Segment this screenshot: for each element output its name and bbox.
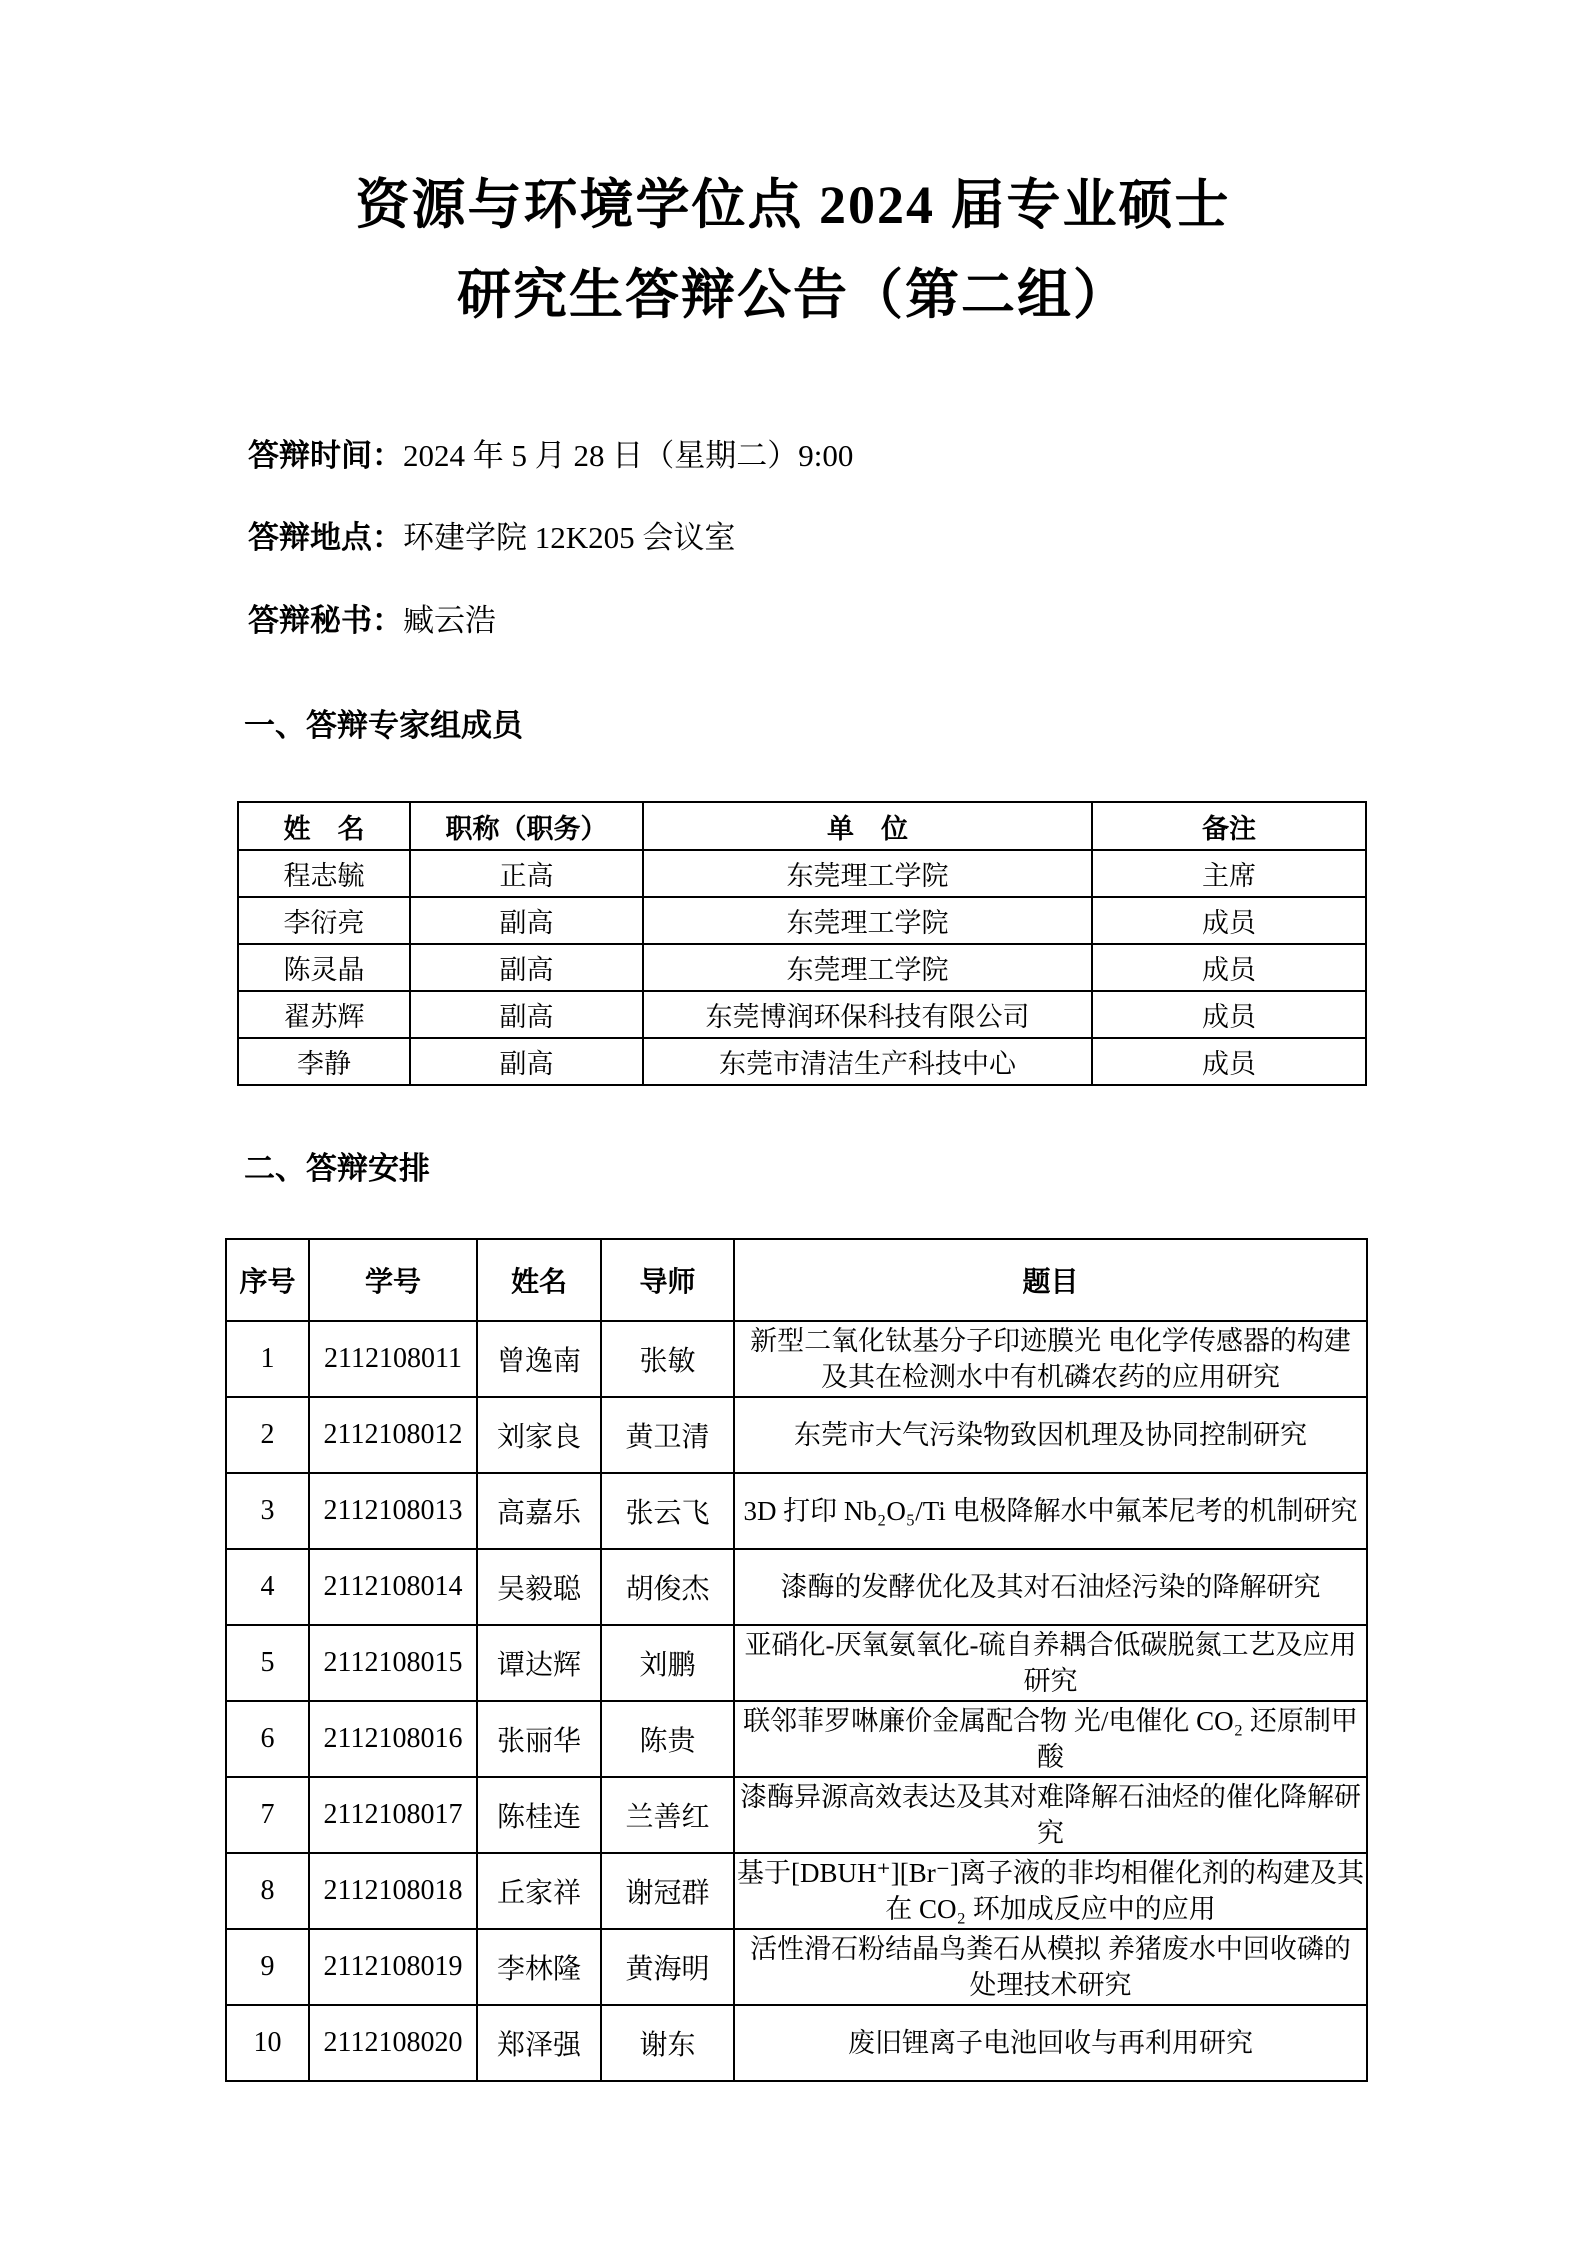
page-title-line-2: 研究生答辩公告（第二组） [457, 265, 1129, 325]
schedule-topic: 废旧锂离子电池回收与再利用研究 [734, 2005, 1367, 2081]
schedule-supervisor: 黄海明 [601, 1929, 734, 2005]
schedule-topic: 东莞市大气污染物致因机理及协同控制研究 [734, 1397, 1367, 1473]
expert-name: 陈灵晶 [238, 944, 410, 991]
expert-note: 成员 [1092, 991, 1366, 1038]
defense-location-label: 答辩地点： [248, 520, 403, 555]
defense-secretary-value: 臧云浩 [403, 603, 496, 638]
schedule-index: 10 [226, 2005, 309, 2081]
schedule-supervisor: 胡俊杰 [601, 1549, 734, 1625]
schedule-topic: 新型二氧化钛基分子印迹膜光 电化学传感器的构建及其在检测水中有机磷农药的应用研究 [734, 1321, 1367, 1397]
expert-title: 副高 [410, 944, 643, 991]
schedule-supervisor: 黄卫清 [601, 1397, 734, 1473]
expert-row [238, 991, 1366, 1038]
experts-col-note: 备注 [1092, 802, 1366, 850]
schedule-topic: 联邻菲罗啉廉价金属配合物 光/电催化 CO₂ 还原制甲酸 [734, 1701, 1367, 1777]
schedule-topic: 3D 打印 Nb₂O₅/Ti 电极降解水中氟苯尼考的机制研究 [734, 1473, 1367, 1549]
schedule-index: 7 [226, 1777, 309, 1853]
defense-time-label: 答辩时间： [248, 438, 403, 473]
schedule-row [226, 1625, 1367, 1701]
schedule-row [226, 1321, 1367, 1397]
expert-unit: 东莞市清洁生产科技中心 [643, 1038, 1092, 1085]
expert-note: 主席 [1092, 850, 1366, 897]
page-title [0, 160, 1586, 340]
schedule-index: 8 [226, 1853, 309, 1929]
schedule-student-name: 刘家良 [477, 1397, 601, 1473]
schedule-topic: 漆酶的发酵优化及其对石油烃污染的降解研究 [734, 1549, 1367, 1625]
expert-title: 正高 [410, 850, 643, 897]
schedule-student-name: 曾逸南 [477, 1321, 601, 1397]
defense-time-value: 2024 年 5 月 28 日（星期二）9:00 [403, 438, 854, 473]
schedule-index: 1 [226, 1321, 309, 1397]
expert-name: 李衍亮 [238, 897, 410, 944]
schedule-student-name: 高嘉乐 [477, 1473, 601, 1549]
schedule-student-id: 2112108011 [309, 1321, 477, 1397]
schedule-row [226, 1473, 1367, 1549]
schedule-index: 4 [226, 1549, 309, 1625]
expert-row [238, 1038, 1366, 1085]
schedule-supervisor: 张敏 [601, 1321, 734, 1397]
section-heading-schedule: 二、答辩安排 [244, 1151, 430, 1186]
schedule-student-id: 2112108014 [309, 1549, 477, 1625]
experts-header-row [238, 802, 1366, 850]
expert-unit: 东莞博润环保科技有限公司 [643, 991, 1092, 1038]
schedule-row [226, 1397, 1367, 1473]
schedule-index: 2 [226, 1397, 309, 1473]
schedule-student-name: 张丽华 [477, 1701, 601, 1777]
schedule-col-student-name: 姓名 [477, 1239, 601, 1321]
defense-secretary-line [248, 595, 496, 640]
schedule-student-name: 谭达辉 [477, 1625, 601, 1701]
expert-note: 成员 [1092, 1038, 1366, 1085]
schedule-student-id: 2112108020 [309, 2005, 477, 2081]
schedule-student-id: 2112108015 [309, 1625, 477, 1701]
schedule-supervisor: 谢冠群 [601, 1853, 734, 1929]
schedule-student-name: 郑泽强 [477, 2005, 601, 2081]
schedule-topic: 活性滑石粉结晶鸟粪石从模拟 养猪废水中回收磷的处理技术研究 [734, 1929, 1367, 2005]
schedule-topic: 漆酶异源高效表达及其对难降解石油烃的催化降解研究 [734, 1777, 1367, 1853]
schedule-student-name: 李林隆 [477, 1929, 601, 2005]
schedule-supervisor: 刘鹏 [601, 1625, 734, 1701]
experts-col-name: 姓 名 [238, 802, 410, 850]
schedule-student-id: 2112108012 [309, 1397, 477, 1473]
schedule-row [226, 1853, 1367, 1929]
schedule-index: 9 [226, 1929, 309, 2005]
schedule-student-id: 2112108018 [309, 1853, 477, 1929]
schedule-student-name: 吴毅聪 [477, 1549, 601, 1625]
schedule-student-id: 2112108013 [309, 1473, 477, 1549]
expert-row [238, 944, 1366, 991]
schedule-header-row [226, 1239, 1367, 1321]
defense-time-line [248, 430, 853, 475]
schedule-row [226, 2005, 1367, 2081]
experts-table [237, 801, 1367, 1086]
schedule-row [226, 1701, 1367, 1777]
expert-title: 副高 [410, 991, 643, 1038]
expert-unit: 东莞理工学院 [643, 850, 1092, 897]
schedule-col-topic: 题目 [734, 1239, 1367, 1321]
schedule-index: 5 [226, 1625, 309, 1701]
schedule-student-id: 2112108016 [309, 1701, 477, 1777]
schedule-supervisor: 陈贵 [601, 1701, 734, 1777]
expert-unit: 东莞理工学院 [643, 944, 1092, 991]
schedule-row [226, 1777, 1367, 1853]
section-heading-experts: 一、答辩专家组成员 [244, 708, 523, 743]
page-title-line-1: 资源与环境学位点 2024 届专业硕士 [355, 175, 1231, 235]
schedule-index: 3 [226, 1473, 309, 1549]
schedule-topic: 基于[DBUH⁺][Br⁻]离子液的非均相催化剂的构建及其在 CO₂ 环加成反应中的应用 [734, 1853, 1367, 1929]
schedule-col-index: 序号 [226, 1239, 309, 1321]
defense-secretary-label: 答辩秘书： [248, 603, 403, 638]
schedule-student-id: 2112108019 [309, 1929, 477, 2005]
schedule-table [225, 1238, 1368, 2082]
defense-location-line [248, 512, 735, 557]
experts-col-title: 职称（职务） [410, 802, 643, 850]
schedule-row [226, 1929, 1367, 2005]
schedule-student-id: 2112108017 [309, 1777, 477, 1853]
expert-row [238, 897, 1366, 944]
schedule-student-name: 陈桂连 [477, 1777, 601, 1853]
schedule-row [226, 1549, 1367, 1625]
schedule-supervisor: 张云飞 [601, 1473, 734, 1549]
expert-note: 成员 [1092, 897, 1366, 944]
expert-title: 副高 [410, 1038, 643, 1085]
expert-unit: 东莞理工学院 [643, 897, 1092, 944]
schedule-index: 6 [226, 1701, 309, 1777]
expert-name: 李静 [238, 1038, 410, 1085]
schedule-topic: 亚硝化-厌氧氨氧化-硫自养耦合低碳脱氮工艺及应用研究 [734, 1625, 1367, 1701]
schedule-col-supervisor: 导师 [601, 1239, 734, 1321]
experts-col-unit: 单 位 [643, 802, 1092, 850]
expert-row [238, 850, 1366, 897]
schedule-col-student-id: 学号 [309, 1239, 477, 1321]
defense-location-value: 环建学院 12K205 会议室 [403, 520, 736, 555]
expert-title: 副高 [410, 897, 643, 944]
expert-note: 成员 [1092, 944, 1366, 991]
schedule-supervisor: 兰善红 [601, 1777, 734, 1853]
expert-name: 程志毓 [238, 850, 410, 897]
schedule-supervisor: 谢东 [601, 2005, 734, 2081]
schedule-student-name: 丘家祥 [477, 1853, 601, 1929]
expert-name: 翟苏辉 [238, 991, 410, 1038]
